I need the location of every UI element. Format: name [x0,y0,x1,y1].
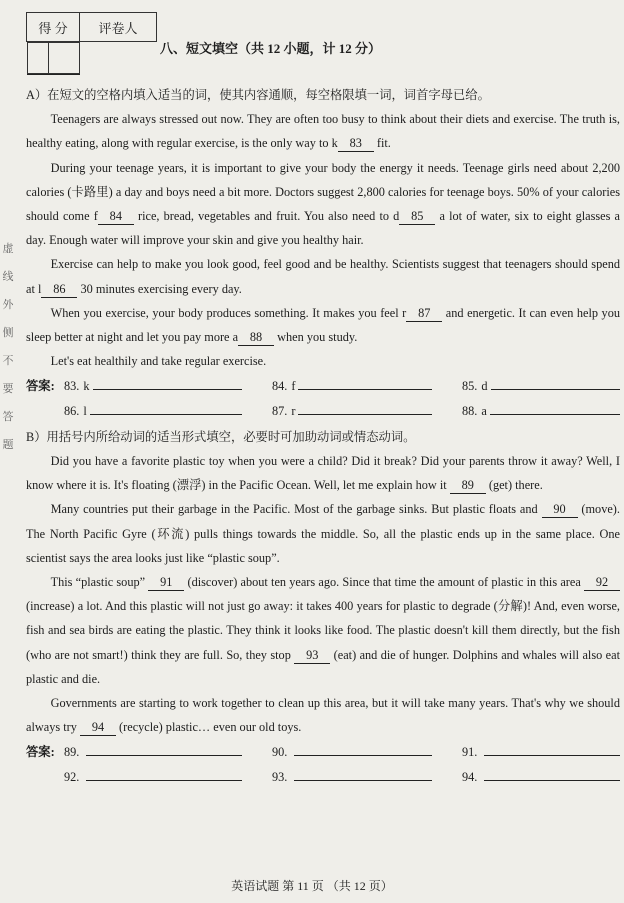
answer-label: 答案: [26,745,55,760]
part-b-instruction: B）用括号内所给动词的适当形式填空，必要时可加助动词或情态动词。 [26,429,416,444]
score-table [26,12,157,75]
answer-number: 94. [462,769,478,784]
answer-number: 91. [462,745,478,760]
answer-slot [26,740,242,764]
answer-slot [432,740,620,764]
answer-number: 84. [272,379,288,394]
passage-text: (recycle) plastic… even our old toys. [115,720,302,735]
passage-text: Exercise can help to make you look good, feel good and be healthy. Scientists suggest that teenagers should spend at l [26,257,620,296]
answer-slot [26,399,242,423]
answer-slot [432,765,620,789]
blank-85[interactable]: 85 [399,208,435,225]
answer-number: 87. [272,403,288,418]
blank-87[interactable]: 87 [406,305,442,322]
passage-text: During your teenage years, it is important to give your body the energy it needs. Teenage girls need about 2,200 calories (卡路里) a day and boys need a bit more. Doctors suggest 2,800 calories for teenage boys. 50% of your calories should come f [26,160,620,224]
answer-slot [242,399,432,423]
passage-text: Did you have a favorite plastic toy when you were a child? Did it break? Did your parents throw it away? Well, I know where it is. It's floating (漂浮) in the Pacific Ocean. Well, let me explain how it [26,454,620,493]
passage-paragraph [26,252,620,300]
answer-input-line[interactable] [484,741,620,756]
answer-letter: d [481,379,488,394]
part-a-passage [26,107,620,373]
blank-94[interactable]: 94 [80,719,116,736]
part-b-passage [26,449,620,739]
side-char: 虚 [2,243,14,255]
side-char: 外 [2,299,14,311]
answer-slot [242,374,432,398]
answer-number: 89. [64,745,80,760]
answer-number: 92. [64,769,80,784]
passage-text: when you study. [274,330,358,345]
part-b-answers [26,740,620,788]
passage-paragraph [26,349,620,373]
blank-92[interactable]: 92 [584,574,620,591]
side-margin-note [0,235,16,459]
grader-label: 评卷人 [80,13,157,42]
passage-text: This “plastic soup” [50,575,149,590]
passage-text: Teenagers are always stressed out now. They are often too busy to think about their diets and exercise. The truth is, healthy eating, along with regular exercise, is the only way to k [26,112,620,151]
answer-input-line[interactable] [86,766,242,781]
passage-paragraph [26,107,620,155]
side-char: 侧 [2,327,14,339]
answer-slot [432,374,620,398]
answer-number: 83. [64,379,80,394]
part-a-instruction: A）在短文的空格内填入适当的词，使其内容通顺，每空格限填一词，词首字母已给。 [26,88,490,102]
section-title: 八、短文填空（共 12 小题，计 12 分） [160,41,382,56]
side-char: 不 [2,355,14,367]
passage-paragraph [26,497,620,570]
blank-83[interactable]: 83 [338,135,374,152]
answer-input-line[interactable] [93,375,242,390]
passage-text: (move). The North Pacific Gyre (环流) pulls things towards the middle. So, all the plastic ends up in the same place. One scientist says the area looks just like “plastic soup”. [26,502,620,565]
answer-number: 90. [272,745,288,760]
passage-text: 30 minutes exercising every day. [77,281,242,296]
answer-slot [432,399,620,423]
answer-input-line[interactable] [294,741,432,756]
answer-letter: r [291,403,296,418]
score-label: 得 分 [27,13,80,42]
answer-slot [26,765,242,789]
blank-88[interactable]: 88 [238,329,274,346]
passage-text: fit. [373,136,391,151]
passage-text: and energetic. It can even help you sleep better at night and let you pay more a [26,305,621,345]
answer-number: 85. [462,379,478,394]
blank-91[interactable]: 91 [148,574,184,591]
passage-paragraph [26,301,620,349]
passage-text: When you exercise, your body produces something. It makes you feel r [50,305,407,320]
side-char: 答 [2,411,14,423]
passage-paragraph [26,449,620,497]
exam-content [26,83,620,789]
blank-90[interactable]: 90 [542,501,578,518]
blank-86[interactable]: 86 [41,281,77,298]
blank-89[interactable]: 89 [450,477,486,494]
side-char: 题 [2,439,14,451]
answer-input-line[interactable] [298,375,432,390]
answer-number: 93. [272,769,288,784]
answer-number: 88. [462,403,478,418]
grader-cell [48,43,79,74]
passage-text: (increase) a lot. And this plastic will not just go away: it takes 400 years for plastic to degrade (分解)! And, even worse, fish and sea birds are eating the plastic. They think it looks like food. The plastic doesn't kill them directly, but the fish (who are not smart!) think they are full. So, they stop [26,599,620,662]
score-cell [27,43,48,74]
answer-input-line[interactable] [90,400,242,415]
blank-93[interactable]: 93 [294,647,330,664]
blank-84[interactable]: 84 [98,208,134,225]
answer-slot [242,765,432,789]
passage-text: Governments are starting to work together to clean up this area, but it will take many years. That's why we should always try [26,696,620,735]
passage-text: Many countries put their garbage in the Pacific. Most of the garbage sinks. But plastic floats and [50,502,542,517]
answer-letter: l [83,403,87,418]
answer-number: 86. [64,403,80,418]
side-char: 要 [2,383,14,395]
answer-letter: a [481,403,487,418]
side-char: 线 [2,271,14,283]
answer-input-line[interactable] [298,400,432,415]
answer-input-line[interactable] [294,766,432,781]
answer-input-line[interactable] [484,766,620,781]
answer-label: 答案: [26,379,55,394]
passage-paragraph [26,156,620,253]
passage-text: (eat) and die of hunger. Dolphins and whales will also eat plastic and die. [26,647,620,686]
passage-text: Let's eat healthily and take regular exercise. [50,354,267,369]
passage-text: a lot of water, six to eight glasses a day. Enough water will improve your skin and give you healthy hair. [26,209,621,248]
passage-text: (get) there. [485,478,543,493]
answer-input-line[interactable] [490,400,620,415]
part-a-answers [26,374,620,422]
answer-letter: k [83,379,90,394]
answer-input-line[interactable] [86,741,242,756]
passage-paragraph [26,691,620,739]
passage-text: (discover) about ten years ago. Since that time the amount of plastic in this area [184,575,584,590]
answer-letter: f [291,379,296,394]
page-footer: 英语试题 第 11 页 （共 12 页） [231,879,393,893]
answer-slot [242,740,432,764]
answer-input-line[interactable] [491,375,620,390]
answer-slot [26,374,242,398]
passage-paragraph [26,570,620,691]
passage-text: rice, bread, vegetables and fruit. You also need to d [133,209,400,224]
